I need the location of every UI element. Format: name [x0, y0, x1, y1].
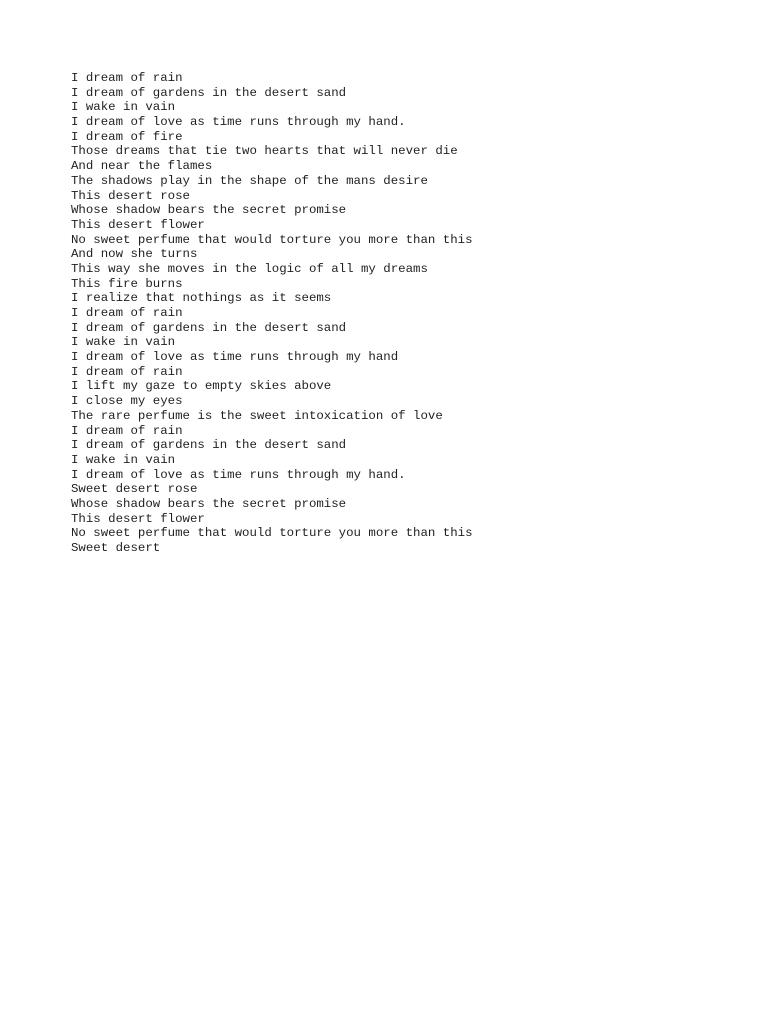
text-line: I dream of gardens in the desert sand — [71, 85, 347, 100]
text-line: I dream of gardens in the desert sand — [71, 320, 347, 335]
text-line: No sweet perfume that would torture you more than this — [71, 232, 473, 247]
text-line: I lift my gaze to empty skies above — [71, 379, 332, 394]
lyrics-text — [71, 71, 473, 556]
text-line: And near the flames — [71, 159, 213, 174]
text-line: I wake in vain — [71, 452, 176, 467]
text-line: I dream of rain — [71, 423, 183, 438]
text-line: I realize that nothings as it seems — [71, 291, 332, 306]
text-line: This desert rose — [71, 188, 190, 203]
text-line: And now she turns — [71, 247, 198, 262]
text-line: I dream of gardens in the desert sand — [71, 438, 347, 453]
text-line: I wake in vain — [71, 335, 176, 350]
text-line: No sweet perfume that would torture you more than this — [71, 526, 473, 541]
text-line: This way she moves in the logic of all my dreams — [71, 261, 428, 276]
text-line: This fire burns — [71, 276, 183, 291]
text-line: I dream of rain — [71, 71, 183, 85]
text-line: I dream of love as time runs through my hand. — [71, 115, 406, 130]
text-line: I dream of fire — [71, 129, 183, 144]
text-line: I dream of rain — [71, 306, 183, 320]
text-line: Sweet desert — [71, 541, 161, 555]
text-line: Whose shadow bears the secret promise — [71, 496, 347, 511]
text-line: This desert flower — [71, 511, 205, 526]
text-line: The rare perfume is the sweet intoxication of love — [71, 408, 443, 423]
text-line: I wake in vain — [71, 100, 176, 115]
text-line: Sweet desert rose — [71, 482, 198, 497]
text-line: I close my eyes — [71, 394, 183, 409]
text-line: Whose shadow bears the secret promise — [71, 203, 347, 218]
text-line: This desert flower — [71, 217, 205, 232]
text-line: Those dreams that tie two hearts that will never die — [71, 144, 458, 159]
text-line: The shadows play in the shape of the mans desire — [71, 173, 428, 188]
text-line: I dream of love as time runs through my hand — [71, 350, 399, 365]
text-line: I dream of rain — [71, 364, 183, 379]
text-line: I dream of love as time runs through my hand. — [71, 467, 406, 482]
